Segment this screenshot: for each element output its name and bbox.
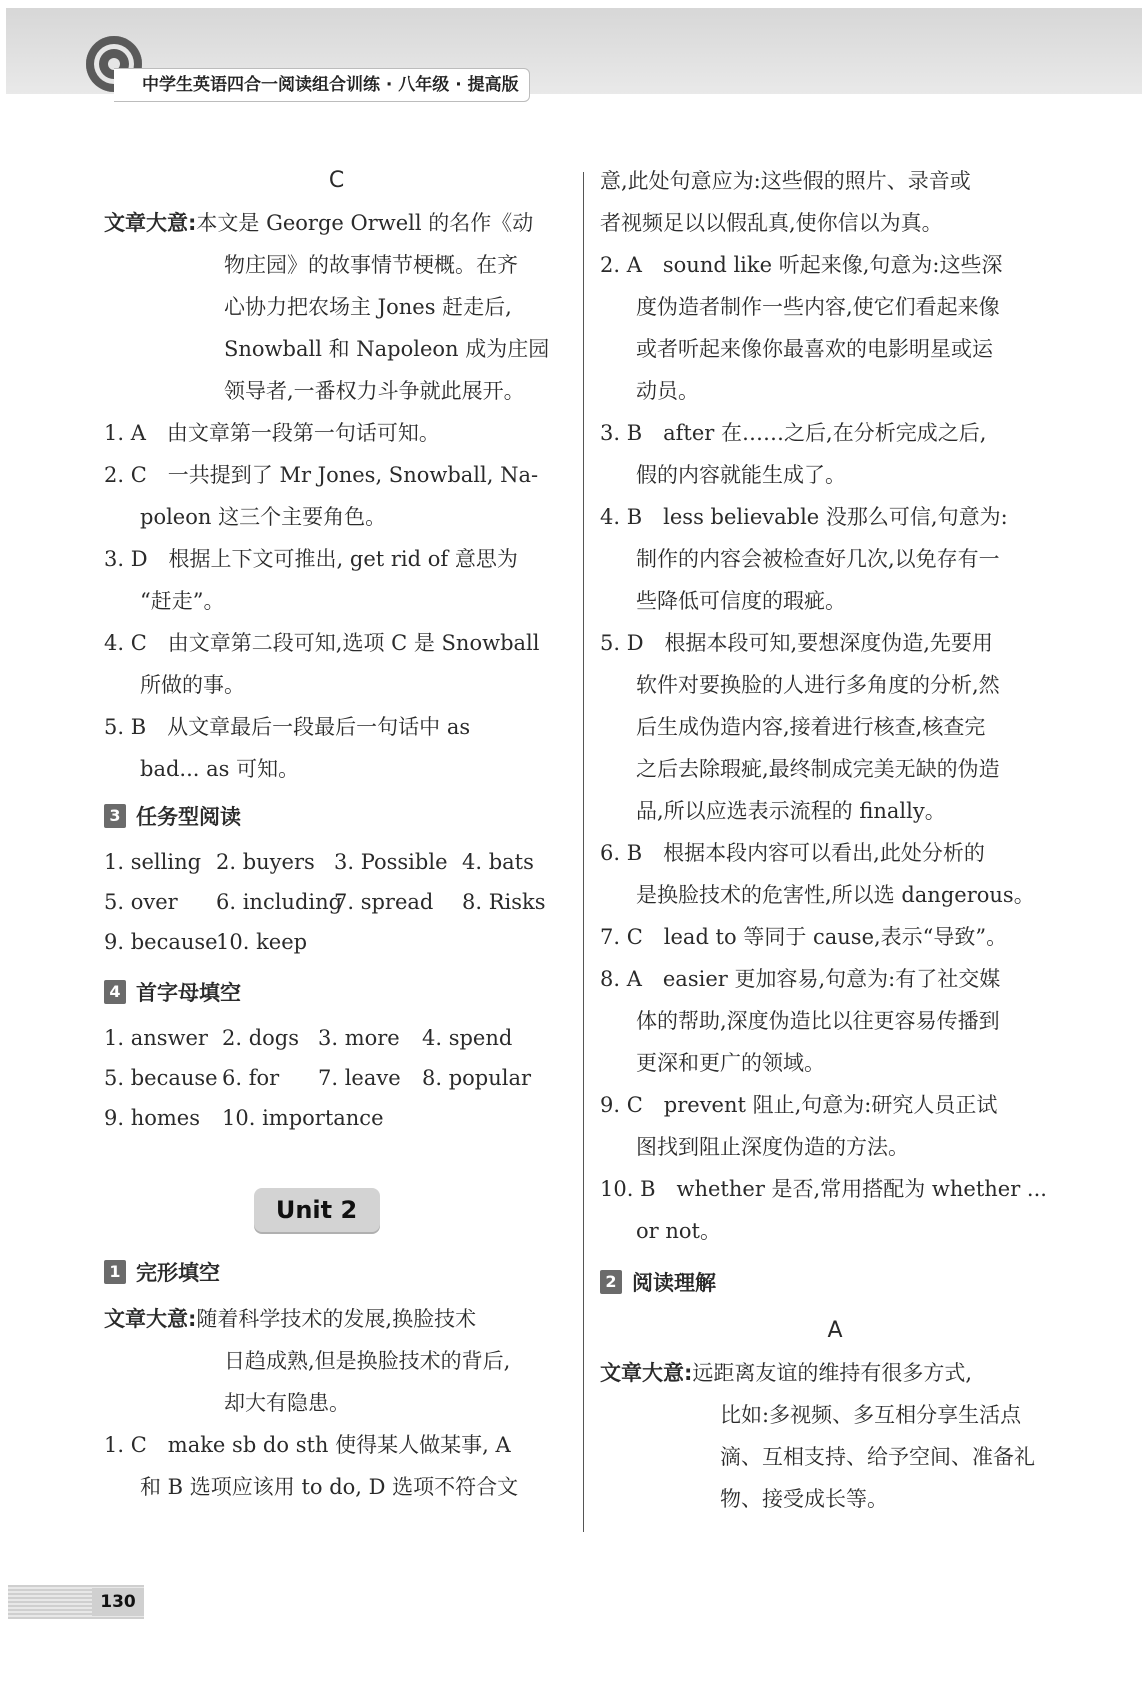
right-column — [600, 160, 1070, 1520]
answer-line: 5. B 从文章最后一段最后一句话中 as — [104, 715, 471, 739]
answer-line: 7. C lead to 等同于 cause,表示“导致”。 — [600, 925, 1008, 949]
summary-text: 远距离友谊的维持有很多方式, — [692, 1361, 973, 1385]
continuation-line: 者视频足以以假乱真,使你信以为真。 — [600, 211, 943, 235]
summary-label: 文章大意: — [600, 1361, 693, 1385]
summary-text: 本文是 George Orwell 的名作《动 — [196, 211, 534, 235]
answer-cell: 7. spread — [334, 890, 434, 914]
answer-list — [600, 244, 1070, 1252]
summary-line: 比如:多视频、多互相分享生活点 — [720, 1403, 1022, 1427]
summary-line: 日趋成熟,但是换脸技术的背后, — [224, 1349, 511, 1373]
continuation-text — [600, 160, 1070, 244]
summary-line — [104, 202, 569, 244]
answer-cell: 5. over — [104, 890, 178, 914]
summary-line: 滴、互相支持、给予空间、准备礼 — [720, 1445, 1035, 1469]
answer-cell: 7. leave — [318, 1066, 401, 1090]
answer-row — [104, 1058, 569, 1098]
answer-line: 制作的内容会被检查好几次,以免存有一 — [636, 547, 1000, 571]
answer-line: 所做的事。 — [140, 673, 245, 697]
answer-line: 8. A easier 更加容易,句意为:有了社交媒 — [600, 967, 1001, 991]
answer-cell: 10. keep — [216, 930, 308, 954]
column-divider — [583, 172, 584, 1532]
answer-cell: 3. Possible — [334, 850, 448, 874]
answer-line: 3. D 根据上下文可推出, get rid of 意思为 — [104, 547, 518, 571]
summary-label: 文章大意: — [104, 1307, 197, 1331]
summary-line: Snowball 和 Napoleon 成为庄园 — [224, 337, 550, 361]
page-number: 130 — [92, 1588, 144, 1616]
answer-line: 是换脸技术的危害性,所以选 dangerous。 — [636, 883, 1035, 907]
summary-line — [104, 1298, 569, 1340]
answer-line: 10. B whether 是否,常用搭配为 whether ... — [600, 1177, 1047, 1201]
answer-cell: 9. because — [104, 930, 218, 954]
answer-row — [104, 1018, 569, 1058]
answer-line: 动员。 — [636, 379, 699, 403]
answer-line: 软件对要换脸的人进行多角度的分析,然 — [636, 673, 1000, 697]
unit-badge: Unit 2 — [254, 1188, 380, 1232]
answer-line: 更深和更广的领域。 — [636, 1051, 825, 1075]
section-number: 4 — [104, 980, 126, 1004]
answer-cell: 3. more — [318, 1026, 400, 1050]
summary-block — [104, 1298, 569, 1424]
summary-line: 心协力把农场主 Jones 赶走后, — [224, 295, 512, 319]
answer-line: 之后去除瑕疵,最终制成完美无缺的伪造 — [636, 757, 1000, 781]
summary-line: 物、接受成长等。 — [720, 1487, 888, 1511]
answer-line: or not。 — [636, 1219, 721, 1243]
answer-row — [104, 842, 569, 882]
section-title: 阅读理解 — [632, 1271, 716, 1295]
answer-cell: 8. popular — [422, 1066, 532, 1090]
answer-cell: 4. spend — [422, 1026, 513, 1050]
answer-line: 4. B less believable 没那么可信,句意为: — [600, 505, 1008, 529]
answer-cell: 1. selling — [104, 850, 202, 874]
answer-line: 6. B 根据本段内容可以看出,此处分析的 — [600, 841, 985, 865]
answer-cell: 6. for — [222, 1066, 280, 1090]
summary-text: 随着科学技术的发展,换脸技术 — [196, 1307, 477, 1331]
answer-list — [104, 412, 569, 790]
section-title: 完形填空 — [136, 1261, 220, 1285]
answer-cell: 9. homes — [104, 1106, 200, 1130]
answer-row — [104, 882, 569, 922]
answer-line: “赶走”。 — [140, 589, 225, 613]
answer-line: 假的内容就能生成了。 — [636, 463, 846, 487]
answer-cell: 6. including — [216, 890, 343, 914]
section-title: 任务型阅读 — [136, 805, 241, 829]
answer-line: 品,所以应选表示流程的 finally。 — [636, 799, 946, 823]
section-number: 2 — [600, 1270, 622, 1294]
answer-line: 和 B 选项应该用 to do, D 选项不符合文 — [140, 1475, 519, 1499]
task-reading-answers — [104, 842, 569, 962]
section-number: 3 — [104, 804, 126, 828]
answer-line: 3. B after 在……之后,在分析完成之后, — [600, 421, 987, 445]
answer-line: 度伪造者制作一些内容,使它们看起来像 — [636, 295, 1000, 319]
answer-list — [104, 1424, 569, 1508]
answer-line: 1. A 由文章第一段第一句话可知。 — [104, 421, 440, 445]
answer-line: 后生成伪造内容,接着进行核查,核查完 — [636, 715, 986, 739]
answer-line: 5. D 根据本段可知,要想深度伪造,先要用 — [600, 631, 993, 655]
summary-block — [104, 202, 569, 412]
section-heading-first-letter — [104, 970, 569, 1014]
answer-row — [104, 1098, 569, 1138]
answer-line: 1. C make sb do sth 使得某人做某事, A — [104, 1433, 511, 1457]
answer-line: 体的帮助,深度伪造比以往更容易传播到 — [636, 1009, 1000, 1033]
answer-row — [104, 922, 569, 962]
answer-cell: 8. Risks — [462, 890, 546, 914]
summary-line: 物庄园》的故事情节梗概。在齐 — [224, 253, 518, 277]
answer-line: 图找到阻止深度伪造的方法。 — [636, 1135, 909, 1159]
summary-line: 却大有隐患。 — [224, 1391, 350, 1415]
summary-label: 文章大意: — [104, 211, 197, 235]
answer-line: poleon 这三个主要角色。 — [140, 505, 387, 529]
answer-line: 4. C 由文章第二段可知,选项 C 是 Snowball — [104, 631, 540, 655]
answer-cell: 2. dogs — [222, 1026, 300, 1050]
section-heading-cloze — [104, 1250, 569, 1294]
answer-cell: 5. because — [104, 1066, 218, 1090]
section-heading-task-reading — [104, 794, 569, 838]
section-number: 1 — [104, 1260, 126, 1284]
answer-cell: 4. bats — [462, 850, 534, 874]
left-column — [104, 160, 569, 1508]
first-letter-answers — [104, 1018, 569, 1138]
answer-cell: 1. answer — [104, 1026, 208, 1050]
answer-cell: 2. buyers — [216, 850, 315, 874]
answer-line: 2. C 一共提到了 Mr Jones, Snowball, Na- — [104, 463, 539, 487]
answer-cell: 10. importance — [222, 1106, 384, 1130]
answer-line: 或者听起来像你最喜欢的电影明星或运 — [636, 337, 993, 361]
summary-line: 领导者,一番权力斗争就此展开。 — [224, 379, 525, 403]
continuation-line: 意,此处句意应为:这些假的照片、录音或 — [600, 169, 971, 193]
section-letter-a: A — [827, 1318, 843, 1343]
section-title: 首字母填空 — [136, 981, 241, 1005]
book-title: 中学生英语四合一阅读组合训练 · 八年级 · 提高版 — [114, 68, 530, 102]
section-heading-reading — [600, 1260, 1070, 1304]
answer-line: 2. A sound like 听起来像,句意为:这些深 — [600, 253, 1003, 277]
summary-line — [600, 1352, 1070, 1394]
summary-block — [600, 1352, 1070, 1520]
answer-line: bad... as 可知。 — [140, 757, 300, 781]
answer-line: 些降低可信度的瑕疵。 — [636, 589, 846, 613]
answer-line: 9. C prevent 阻止,句意为:研究人员正试 — [600, 1093, 998, 1117]
section-letter-c: C — [328, 168, 345, 193]
